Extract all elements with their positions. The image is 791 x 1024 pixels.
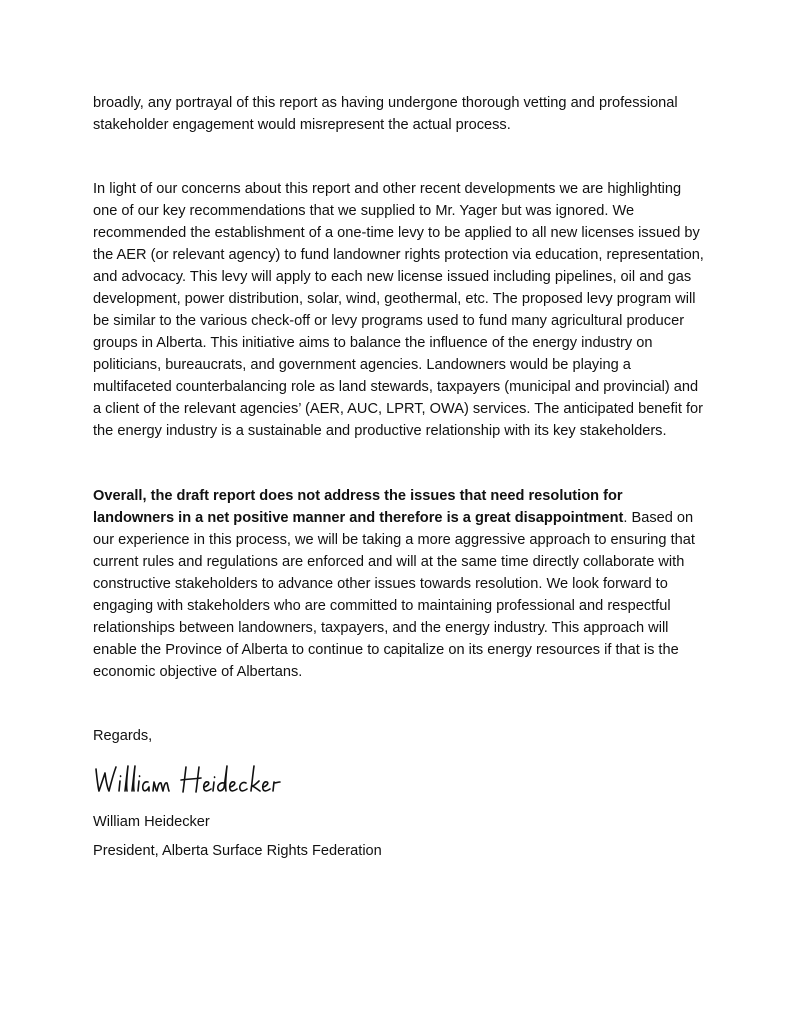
closing-salutation: Regards,	[93, 728, 153, 744]
signer-name: William Heidecker	[93, 814, 210, 830]
paragraph-conclusion	[93, 485, 705, 683]
handwritten-signature	[93, 761, 705, 807]
signature-graphic	[93, 761, 293, 807]
signer-title: President, Alberta Surface Rights Federation	[93, 843, 382, 859]
paragraph-levy-recommendation: In light of our concerns about this report and other recent developments we are highlighting one of our key recommendations that we supplied to Mr. Yager but was ignored. We recommended the establishment of a one-time levy to be applied to all new licenses issued by the AER (or relevant agency) to fund landowner rights protection via education, representation, and advocacy. This levy will apply to each new license issued including pipelines, oil and gas development, power distribution, solar, wind, geothermal, etc. The proposed levy program will be similar to the various check-off or levy programs used to fund many agricultural producer groups in Alberta. This initiative aims to balance the influence of the energy industry on politicians, bureaucrats, and government agencies. Landowners would be playing a multifaceted counterbalancing role as land stewards, taxpayers (municipal and provincial) and a client of the relevant agencies’ (AER, AUC, LPRT, OWA) services. The anticipated benefit for the energy industry is a sustainable and productive relationship with its key stakeholders.	[93, 181, 704, 439]
paragraph-process-misrepresentation: broadly, any portrayal of this report as having undergone thorough vetting and professional stakeholder engagement would misrepresent the actual process.	[93, 95, 678, 133]
conclusion-remaining-text: . Based on our experience in this process, we will be taking a more aggressive approach to ensuring that current rules and regulations are enforced and will at the same time directly collaborate with constructive stakeholders to advance other issues towards resolution. We look forward to engaging with stakeholders who are committed to maintaining professional and respectful relationships between landowners, taxpayers, and the energy industry. This approach will enable the Province of Alberta to continue to capitalize on its energy resources if that is the economic objective of Albertans.	[93, 510, 695, 680]
letter-body	[93, 92, 705, 862]
conclusion-bold-statement: Overall, the draft report does not address the issues that need resolution for landowners in a net positive manner and therefore is a great disappointment	[93, 488, 624, 526]
